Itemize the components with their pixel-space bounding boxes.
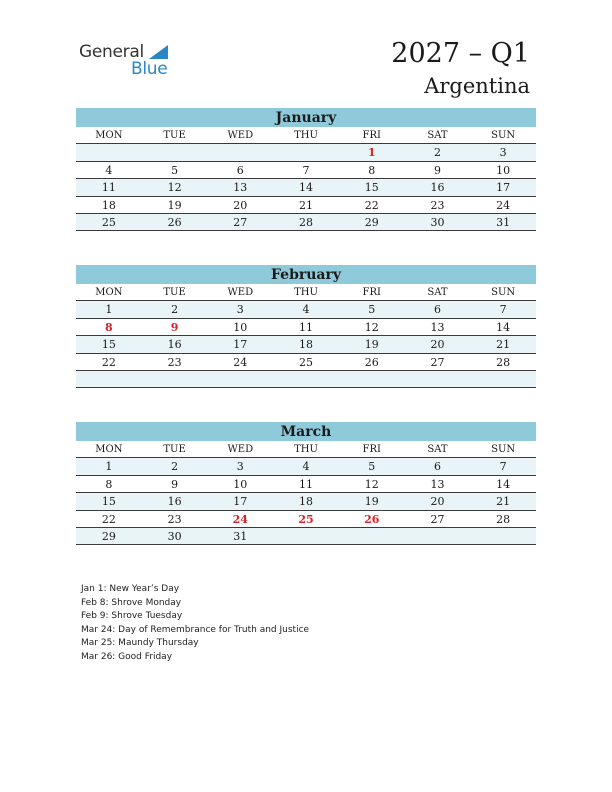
day-cell <box>470 528 536 544</box>
day-cell <box>142 371 208 387</box>
day-cell: 9 <box>433 163 441 177</box>
month-calendar-january <box>76 108 536 231</box>
holiday-note: Mar 24: Day of Remembrance for Truth and Justice <box>81 624 310 635</box>
day-cell: 14 <box>299 181 314 195</box>
holiday-day-cell: 1 <box>367 146 376 160</box>
weekday-label: FRI <box>362 130 381 141</box>
day-cell: 7 <box>499 303 507 317</box>
month-name: March <box>76 422 536 441</box>
brand-logo <box>79 42 179 82</box>
holiday-note: Feb 9: Shrove Tuesday <box>81 611 183 621</box>
day-cell: 13 <box>430 320 445 334</box>
week-row <box>76 511 536 528</box>
logo-triangle-icon <box>149 45 168 59</box>
day-cell: 18 <box>101 198 116 212</box>
day-cell: 21 <box>496 495 511 509</box>
day-cell: 20 <box>233 198 248 212</box>
day-cell: 9 <box>171 477 179 491</box>
logo-text-blue: Blue <box>131 59 168 79</box>
holiday-notes <box>81 583 309 664</box>
day-cell: 27 <box>430 355 445 369</box>
holiday-day-cell: 26 <box>364 512 380 526</box>
day-cell <box>207 144 273 160</box>
day-cell: 8 <box>105 477 113 491</box>
day-cell: 23 <box>167 512 182 526</box>
day-cell <box>142 144 208 160</box>
day-cell <box>339 528 405 544</box>
weekday-label: TUE <box>163 130 186 141</box>
day-cell: 29 <box>364 215 379 229</box>
day-cell: 20 <box>430 495 445 509</box>
weekday-header-row <box>76 441 536 458</box>
weekday-label: SAT <box>427 444 448 455</box>
day-cell: 2 <box>433 146 441 160</box>
day-cell: 10 <box>233 477 248 491</box>
day-cell: 5 <box>368 460 376 474</box>
weekday-label: SAT <box>427 130 448 141</box>
week-row <box>76 197 536 214</box>
day-cell: 4 <box>302 460 310 474</box>
week-row <box>76 301 536 318</box>
week-row <box>76 458 536 475</box>
day-cell: 23 <box>430 198 445 212</box>
week-row <box>76 214 536 231</box>
day-cell: 15 <box>364 181 379 195</box>
page-title: 2027 – Q1 <box>391 38 530 69</box>
week-row <box>76 336 536 353</box>
day-cell: 12 <box>364 477 379 491</box>
week-row <box>76 528 536 545</box>
day-cell: 8 <box>368 163 376 177</box>
day-cell: 16 <box>167 338 182 352</box>
day-cell <box>76 144 142 160</box>
day-cell: 5 <box>368 303 376 317</box>
day-cell: 4 <box>105 163 113 177</box>
holiday-day-cell: 8 <box>105 320 113 334</box>
day-cell: 15 <box>101 338 116 352</box>
holiday-note: Feb 8: Shrove Monday <box>81 597 182 608</box>
day-cell: 2 <box>171 303 179 317</box>
day-cell: 11 <box>101 181 116 195</box>
day-cell: 4 <box>302 303 310 317</box>
holiday-day-cell: 24 <box>232 512 248 526</box>
day-cell: 1 <box>105 303 113 317</box>
holiday-note: Jan 1: New Year’s Day <box>81 584 180 594</box>
day-cell: 1 <box>105 460 113 474</box>
day-cell: 25 <box>101 215 116 229</box>
weekday-label: MON <box>95 287 123 298</box>
day-cell: 21 <box>299 198 314 212</box>
day-cell: 3 <box>236 460 244 474</box>
day-cell: 24 <box>233 355 248 369</box>
day-cell <box>76 371 142 387</box>
day-cell: 18 <box>299 495 314 509</box>
day-cell: 2 <box>171 460 179 474</box>
day-cell: 22 <box>101 512 116 526</box>
week-row <box>76 162 536 179</box>
weekday-label: THU <box>294 287 318 298</box>
day-cell: 25 <box>299 355 314 369</box>
weekday-label: FRI <box>362 444 381 455</box>
month-name: January <box>76 108 536 127</box>
day-cell: 17 <box>233 338 248 352</box>
weekday-label: SAT <box>427 287 448 298</box>
day-cell: 27 <box>430 512 445 526</box>
day-cell: 14 <box>496 477 511 491</box>
logo-text-general: General <box>79 42 144 62</box>
weekday-label: TUE <box>163 444 186 455</box>
page-subtitle: Argentina <box>424 74 530 98</box>
day-cell: 13 <box>430 477 445 491</box>
weekday-label: SUN <box>491 130 516 141</box>
day-cell: 18 <box>299 338 314 352</box>
weekday-label: WED <box>227 444 254 455</box>
day-cell: 12 <box>167 181 182 195</box>
weekday-label: FRI <box>362 287 381 298</box>
weekday-label: WED <box>227 287 254 298</box>
day-cell <box>207 371 273 387</box>
day-cell: 6 <box>433 303 441 317</box>
month-calendar-february <box>76 265 536 388</box>
weekday-label: TUE <box>163 287 186 298</box>
holiday-note: Mar 25: Maundy Thursday <box>81 638 199 648</box>
holiday-note: Mar 26: Good Friday <box>81 651 173 662</box>
weekday-header-row <box>76 284 536 301</box>
weekday-label: THU <box>294 444 318 455</box>
day-cell: 7 <box>302 163 310 177</box>
day-cell: 19 <box>364 495 379 509</box>
day-cell: 22 <box>364 198 379 212</box>
day-cell: 23 <box>167 355 182 369</box>
weekday-label: MON <box>95 444 123 455</box>
day-cell: 31 <box>233 529 248 543</box>
week-row <box>76 371 536 388</box>
weekday-header-row <box>76 127 536 144</box>
day-cell: 16 <box>167 495 182 509</box>
day-cell: 6 <box>236 163 244 177</box>
day-cell: 3 <box>499 146 507 160</box>
weekday-label: MON <box>95 130 123 141</box>
day-cell: 13 <box>233 181 248 195</box>
day-cell: 28 <box>496 512 511 526</box>
day-cell: 15 <box>101 495 116 509</box>
day-cell <box>339 371 405 387</box>
day-cell: 14 <box>496 320 511 334</box>
day-cell: 17 <box>233 495 248 509</box>
month-calendar-march <box>76 422 536 545</box>
day-cell: 30 <box>430 215 445 229</box>
day-cell: 26 <box>364 355 379 369</box>
day-cell: 30 <box>167 529 182 543</box>
weekday-label: WED <box>227 130 254 141</box>
day-cell: 28 <box>496 355 511 369</box>
day-cell: 6 <box>433 460 441 474</box>
day-cell: 7 <box>499 460 507 474</box>
day-cell: 22 <box>101 355 116 369</box>
day-cell: 21 <box>496 338 511 352</box>
day-cell <box>470 371 536 387</box>
week-row <box>76 319 536 336</box>
holiday-day-cell: 9 <box>170 320 179 334</box>
day-cell <box>405 371 471 387</box>
day-cell: 12 <box>364 320 379 334</box>
day-cell <box>273 371 339 387</box>
day-cell: 24 <box>496 198 511 212</box>
day-cell: 28 <box>299 215 314 229</box>
day-cell: 19 <box>167 198 182 212</box>
week-row <box>76 476 536 493</box>
day-cell: 5 <box>171 163 179 177</box>
week-row <box>76 179 536 196</box>
day-cell: 10 <box>496 163 511 177</box>
week-row <box>76 354 536 371</box>
day-cell <box>405 528 471 544</box>
month-name: February <box>76 265 536 284</box>
day-cell: 10 <box>233 320 248 334</box>
week-row <box>76 493 536 510</box>
day-cell: 27 <box>233 215 248 229</box>
day-cell: 29 <box>101 529 116 543</box>
day-cell: 31 <box>496 215 511 229</box>
day-cell: 3 <box>236 303 244 317</box>
day-cell <box>273 144 339 160</box>
day-cell: 16 <box>430 181 445 195</box>
weekday-label: SUN <box>491 287 516 298</box>
holiday-day-cell: 25 <box>298 512 314 526</box>
day-cell: 20 <box>430 338 445 352</box>
day-cell: 26 <box>167 215 182 229</box>
weekday-label: SUN <box>491 444 516 455</box>
weekday-label: THU <box>294 130 318 141</box>
day-cell: 11 <box>299 320 314 334</box>
day-cell <box>273 528 339 544</box>
day-cell: 17 <box>496 181 511 195</box>
week-row <box>76 144 536 161</box>
day-cell: 19 <box>364 338 379 352</box>
day-cell: 11 <box>299 477 314 491</box>
